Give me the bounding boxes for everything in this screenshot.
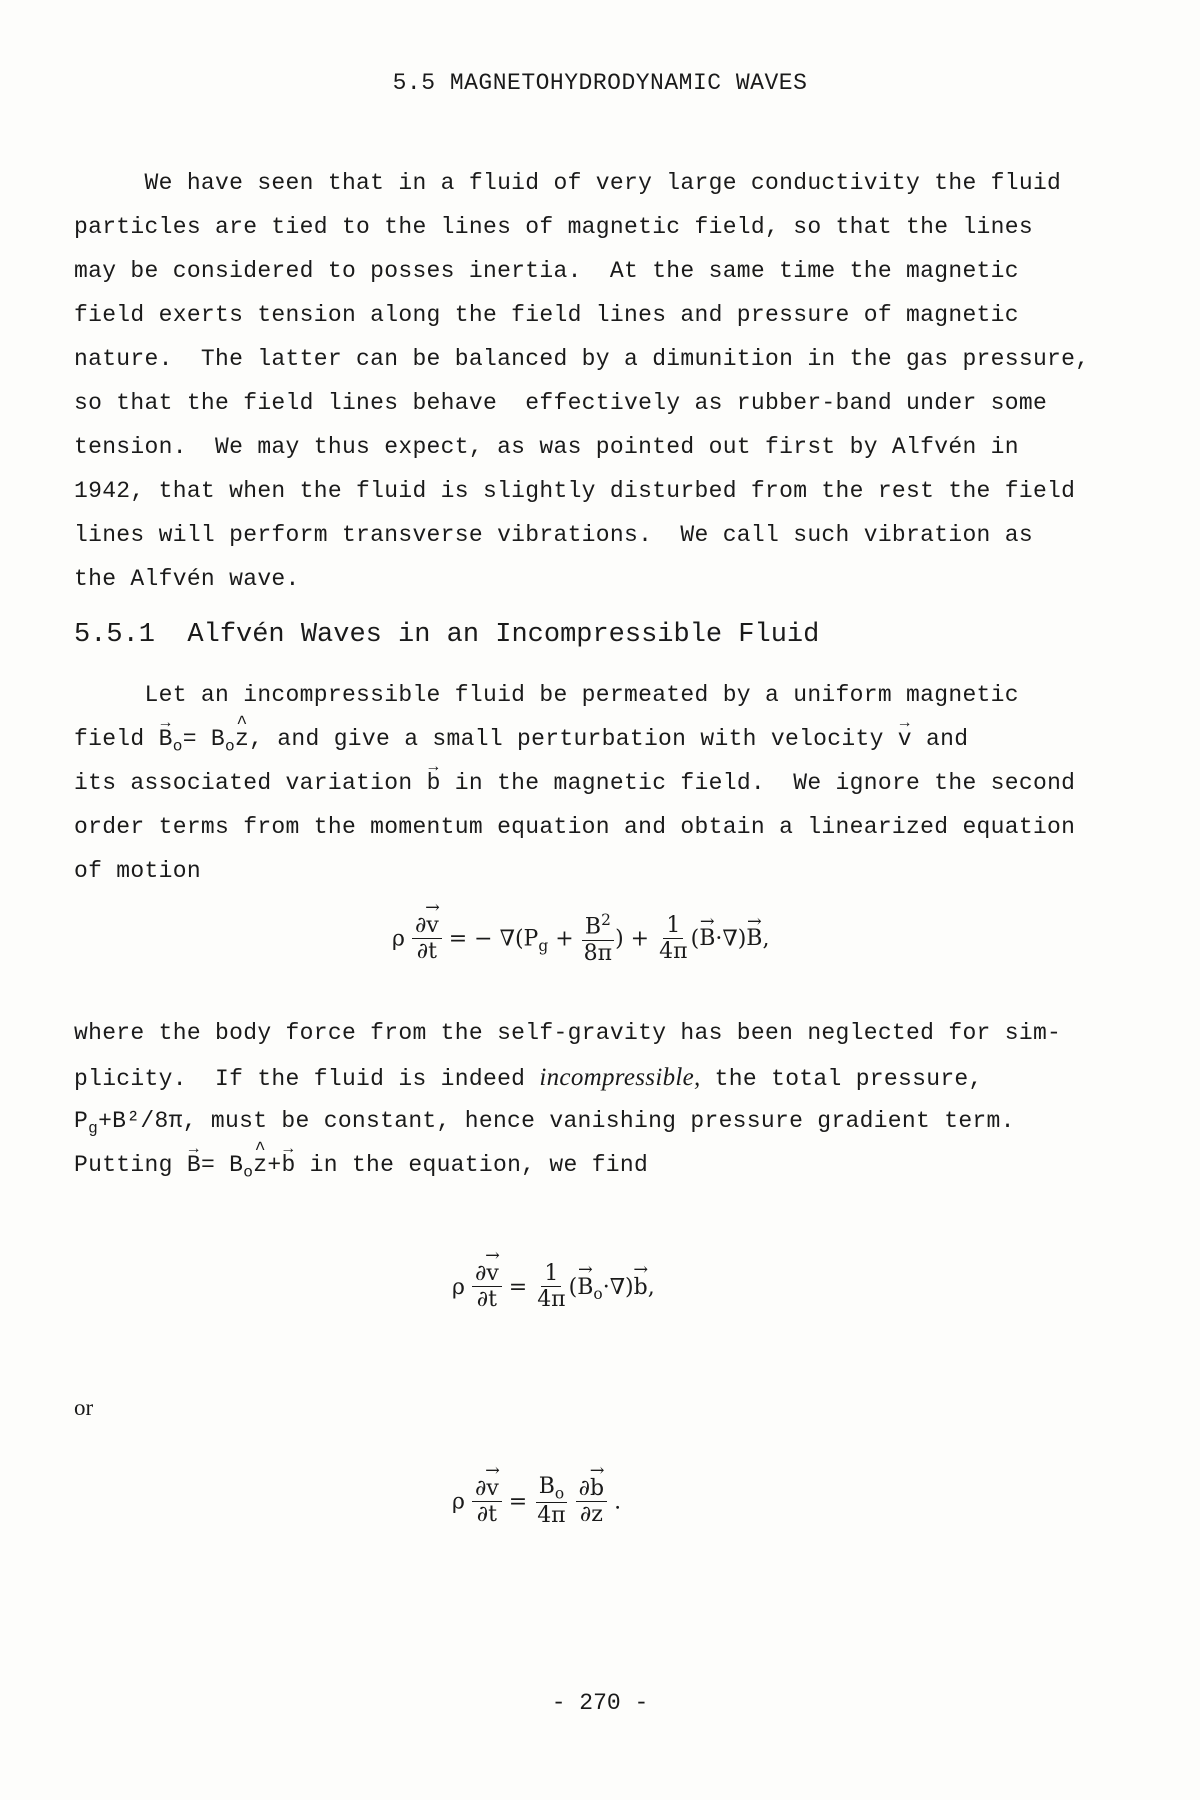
text-line: so that the field lines behave effectively as rubber-band under some: [74, 390, 1048, 416]
math-field-b0: → $B_o=$ $B_o\^{}$ z: [159, 726, 249, 752]
text-fragment: field: [74, 726, 159, 752]
connector-or: or: [74, 1395, 94, 1420]
text-line: [74, 1108, 1015, 1138]
text-line: 1942, that when the fluid is slightly disturbed from the rest the field: [74, 478, 1076, 504]
text-fragment: in the magnetic field. We ignore the second: [440, 770, 1076, 796]
section-heading: 5.5 MAGNETOHYDRODYNAMIC WAVES: [392, 70, 808, 96]
subsection-heading: 5.5.1 Alfvén Waves in an Incompressible Fluid: [74, 620, 820, 650]
text-line: lines will perform transverse vibrations. We call such vibration as: [74, 522, 1033, 548]
math-perturbation-b: → b: [427, 770, 441, 796]
text-fragment: +B²/8π, must be constant, hence vanishing pressure gradient term.: [98, 1108, 1015, 1134]
text-line: tension. We may thus expect, as was pointed out first by Alfvén in: [74, 434, 1019, 460]
equation-momentum: ρ $\frac{\partial\to v}{\partial t}$ = − $\nabla(P_g$ + $\frac{B^2}{8\pi}$ ) + $\frac{1}{4\pi}$ (→ B·∇)→ B,: [392, 912, 769, 967]
text-line: [74, 726, 968, 756]
text-line: of motion: [74, 858, 201, 884]
text-line: order terms from the momentum equation and obtain a linearized equation: [74, 814, 1076, 840]
text-line: nature. The latter can be balanced by a dimunition in the gas pressure,: [74, 346, 1090, 372]
text-line: Let an incompressible fluid be permeated by a uniform magnetic: [74, 682, 1019, 708]
text-line: the Alfvén wave.: [74, 566, 300, 592]
text-line: may be considered to posses inertia. At the same time the magnetic: [74, 258, 1019, 284]
equation-linearized-1: ρ $\frac{\partial\to v}{\partial t}$ = $\frac{1}{4\pi}$ (→ $B_o\cdot\nabla)\to b$,: [452, 1262, 655, 1314]
text-fragment: , and give a small perturbation with velocity: [249, 726, 898, 752]
text-fragment: plicity. If the fluid is indeed: [74, 1066, 540, 1092]
text-line: We have seen that in a fluid of very large conductivity the fluid: [74, 170, 1062, 196]
text-line: field exerts tension along the field lines and pressure of magnetic: [74, 302, 1019, 328]
text-line: [74, 770, 1075, 796]
text-line: [74, 1152, 648, 1182]
text-fragment: in the equation, we find: [295, 1152, 649, 1178]
text-line: where the body force from the self-gravity has been neglected for sim-: [74, 1020, 1062, 1046]
text-fragment: and: [911, 726, 969, 752]
text-fragment: the total pressure,: [700, 1066, 983, 1092]
emphasis-incompressible: incompressible,: [539, 1064, 701, 1091]
math-velocity-v: → v: [898, 726, 912, 752]
page-number: - 270 -: [551, 1690, 649, 1716]
text-line: particles are tied to the lines of magnetic field, so that the lines: [74, 214, 1033, 240]
math-pg: $P_g$: [74, 1108, 99, 1138]
text-line: [74, 1064, 983, 1092]
math-b-decomposition: → $B= B_o\^{}$ z+→ b: [187, 1152, 296, 1178]
text-fragment: its associated variation: [74, 770, 427, 796]
equation-linearized-2: ρ $\frac{\partial\to v}{\partial t}$ = $\frac{B_o}{4\pi}$ $\frac{\partial\to b}{\partial z}$ .: [452, 1475, 621, 1530]
text-fragment: Putting: [74, 1152, 187, 1178]
